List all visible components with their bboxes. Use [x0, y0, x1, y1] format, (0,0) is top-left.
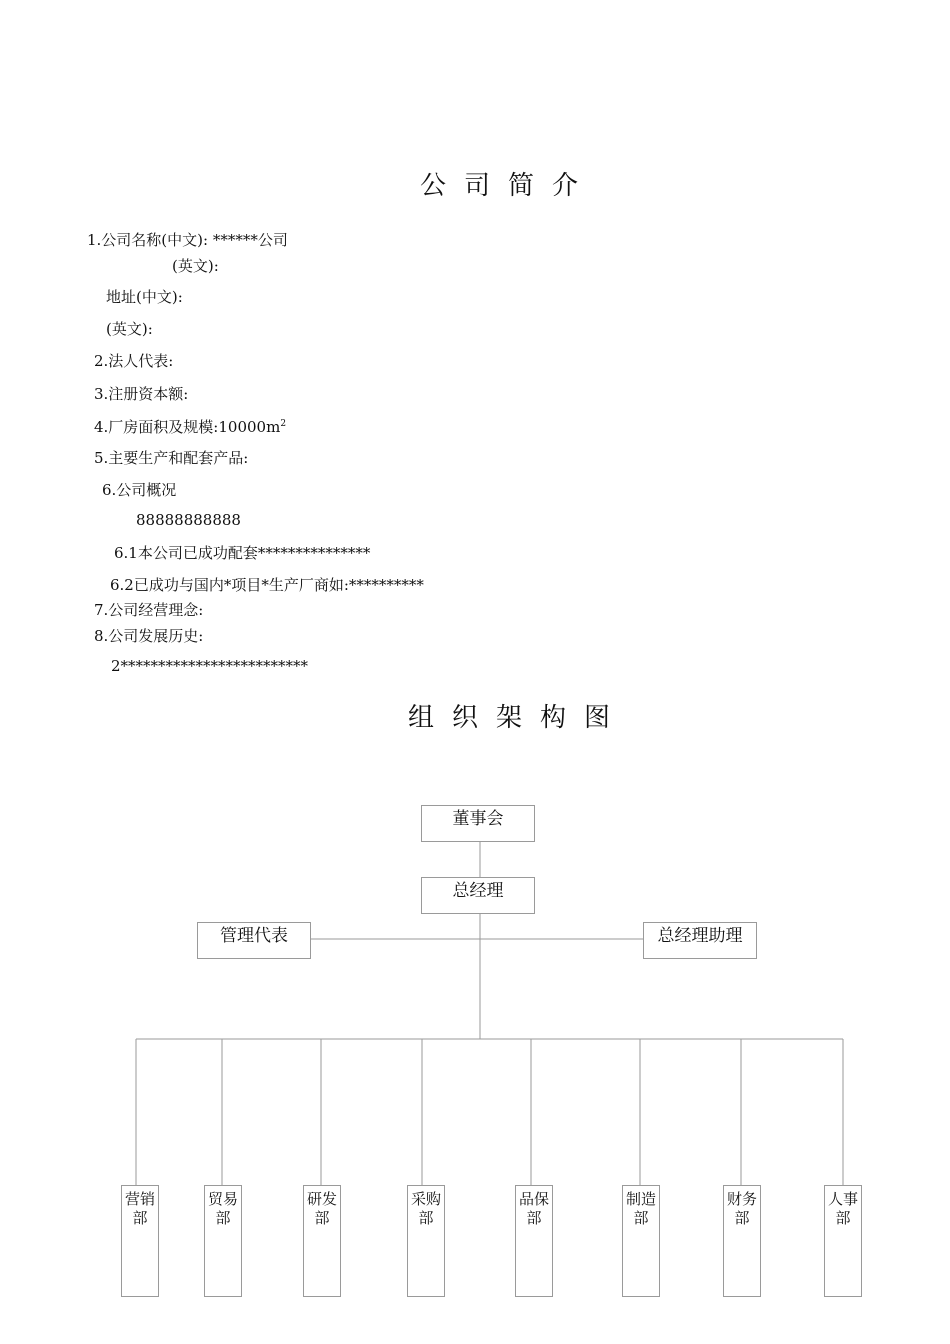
- overview-sub-6-1: 6.1本公司已成功配套***************: [114, 544, 371, 562]
- dept-quality: [515, 1185, 553, 1297]
- dept-rnd: [303, 1185, 341, 1297]
- overview-value: 88888888888: [136, 511, 241, 529]
- board-box: 董事会: [421, 805, 535, 842]
- dept-hr-label: 人事部: [827, 1190, 858, 1227]
- business-philosophy: 7.公司经营理念:: [94, 601, 204, 619]
- factory-area-superscript: 2: [280, 419, 287, 429]
- overview-sub-6-2: 6.2已成功与国内*项目*生产厂商如:**********: [110, 576, 424, 594]
- gm-assistant-box: 总经理助理: [643, 922, 757, 959]
- dept-manufacturing-label: 制造部: [625, 1190, 656, 1227]
- dept-purchasing: [407, 1185, 445, 1297]
- general-manager-box: 总经理: [421, 877, 535, 914]
- registered-capital: 3.注册资本额:: [94, 385, 189, 403]
- company-overview: 6.公司概况: [102, 481, 177, 499]
- legal-representative: 2.法人代表:: [94, 352, 174, 370]
- address-en: (英文):: [106, 320, 153, 338]
- management-rep-box: 管理代表: [197, 922, 311, 959]
- dept-hr: [824, 1185, 862, 1297]
- dept-manufacturing: [622, 1185, 660, 1297]
- dept-purchasing-label: 采购部: [410, 1190, 441, 1227]
- dept-quality-label: 品保部: [518, 1190, 549, 1227]
- dept-trade-label: 贸易部: [207, 1190, 238, 1227]
- address-cn: 地址(中文):: [106, 288, 183, 306]
- intro-title: 公司简介: [420, 171, 597, 201]
- dept-finance: [723, 1185, 761, 1297]
- company-name-cn: 1.公司名称(中文): ******公司: [87, 231, 288, 249]
- dept-marketing: [121, 1185, 159, 1297]
- dept-finance-label: 财务部: [726, 1190, 757, 1227]
- main-products: 5.主要生产和配套产品:: [94, 449, 249, 467]
- history-value: 2*************************: [111, 657, 309, 675]
- org-chart-title: 组织架构图: [408, 703, 629, 733]
- dept-trade: [204, 1185, 242, 1297]
- dept-rnd-label: 研发部: [306, 1190, 337, 1227]
- dept-marketing-label: 营销部: [124, 1190, 155, 1227]
- development-history: 8.公司发展历史:: [94, 627, 204, 645]
- company-name-en: (英文):: [172, 257, 219, 275]
- factory-area-text: 4.厂房面积及规模:10000m: [94, 418, 281, 436]
